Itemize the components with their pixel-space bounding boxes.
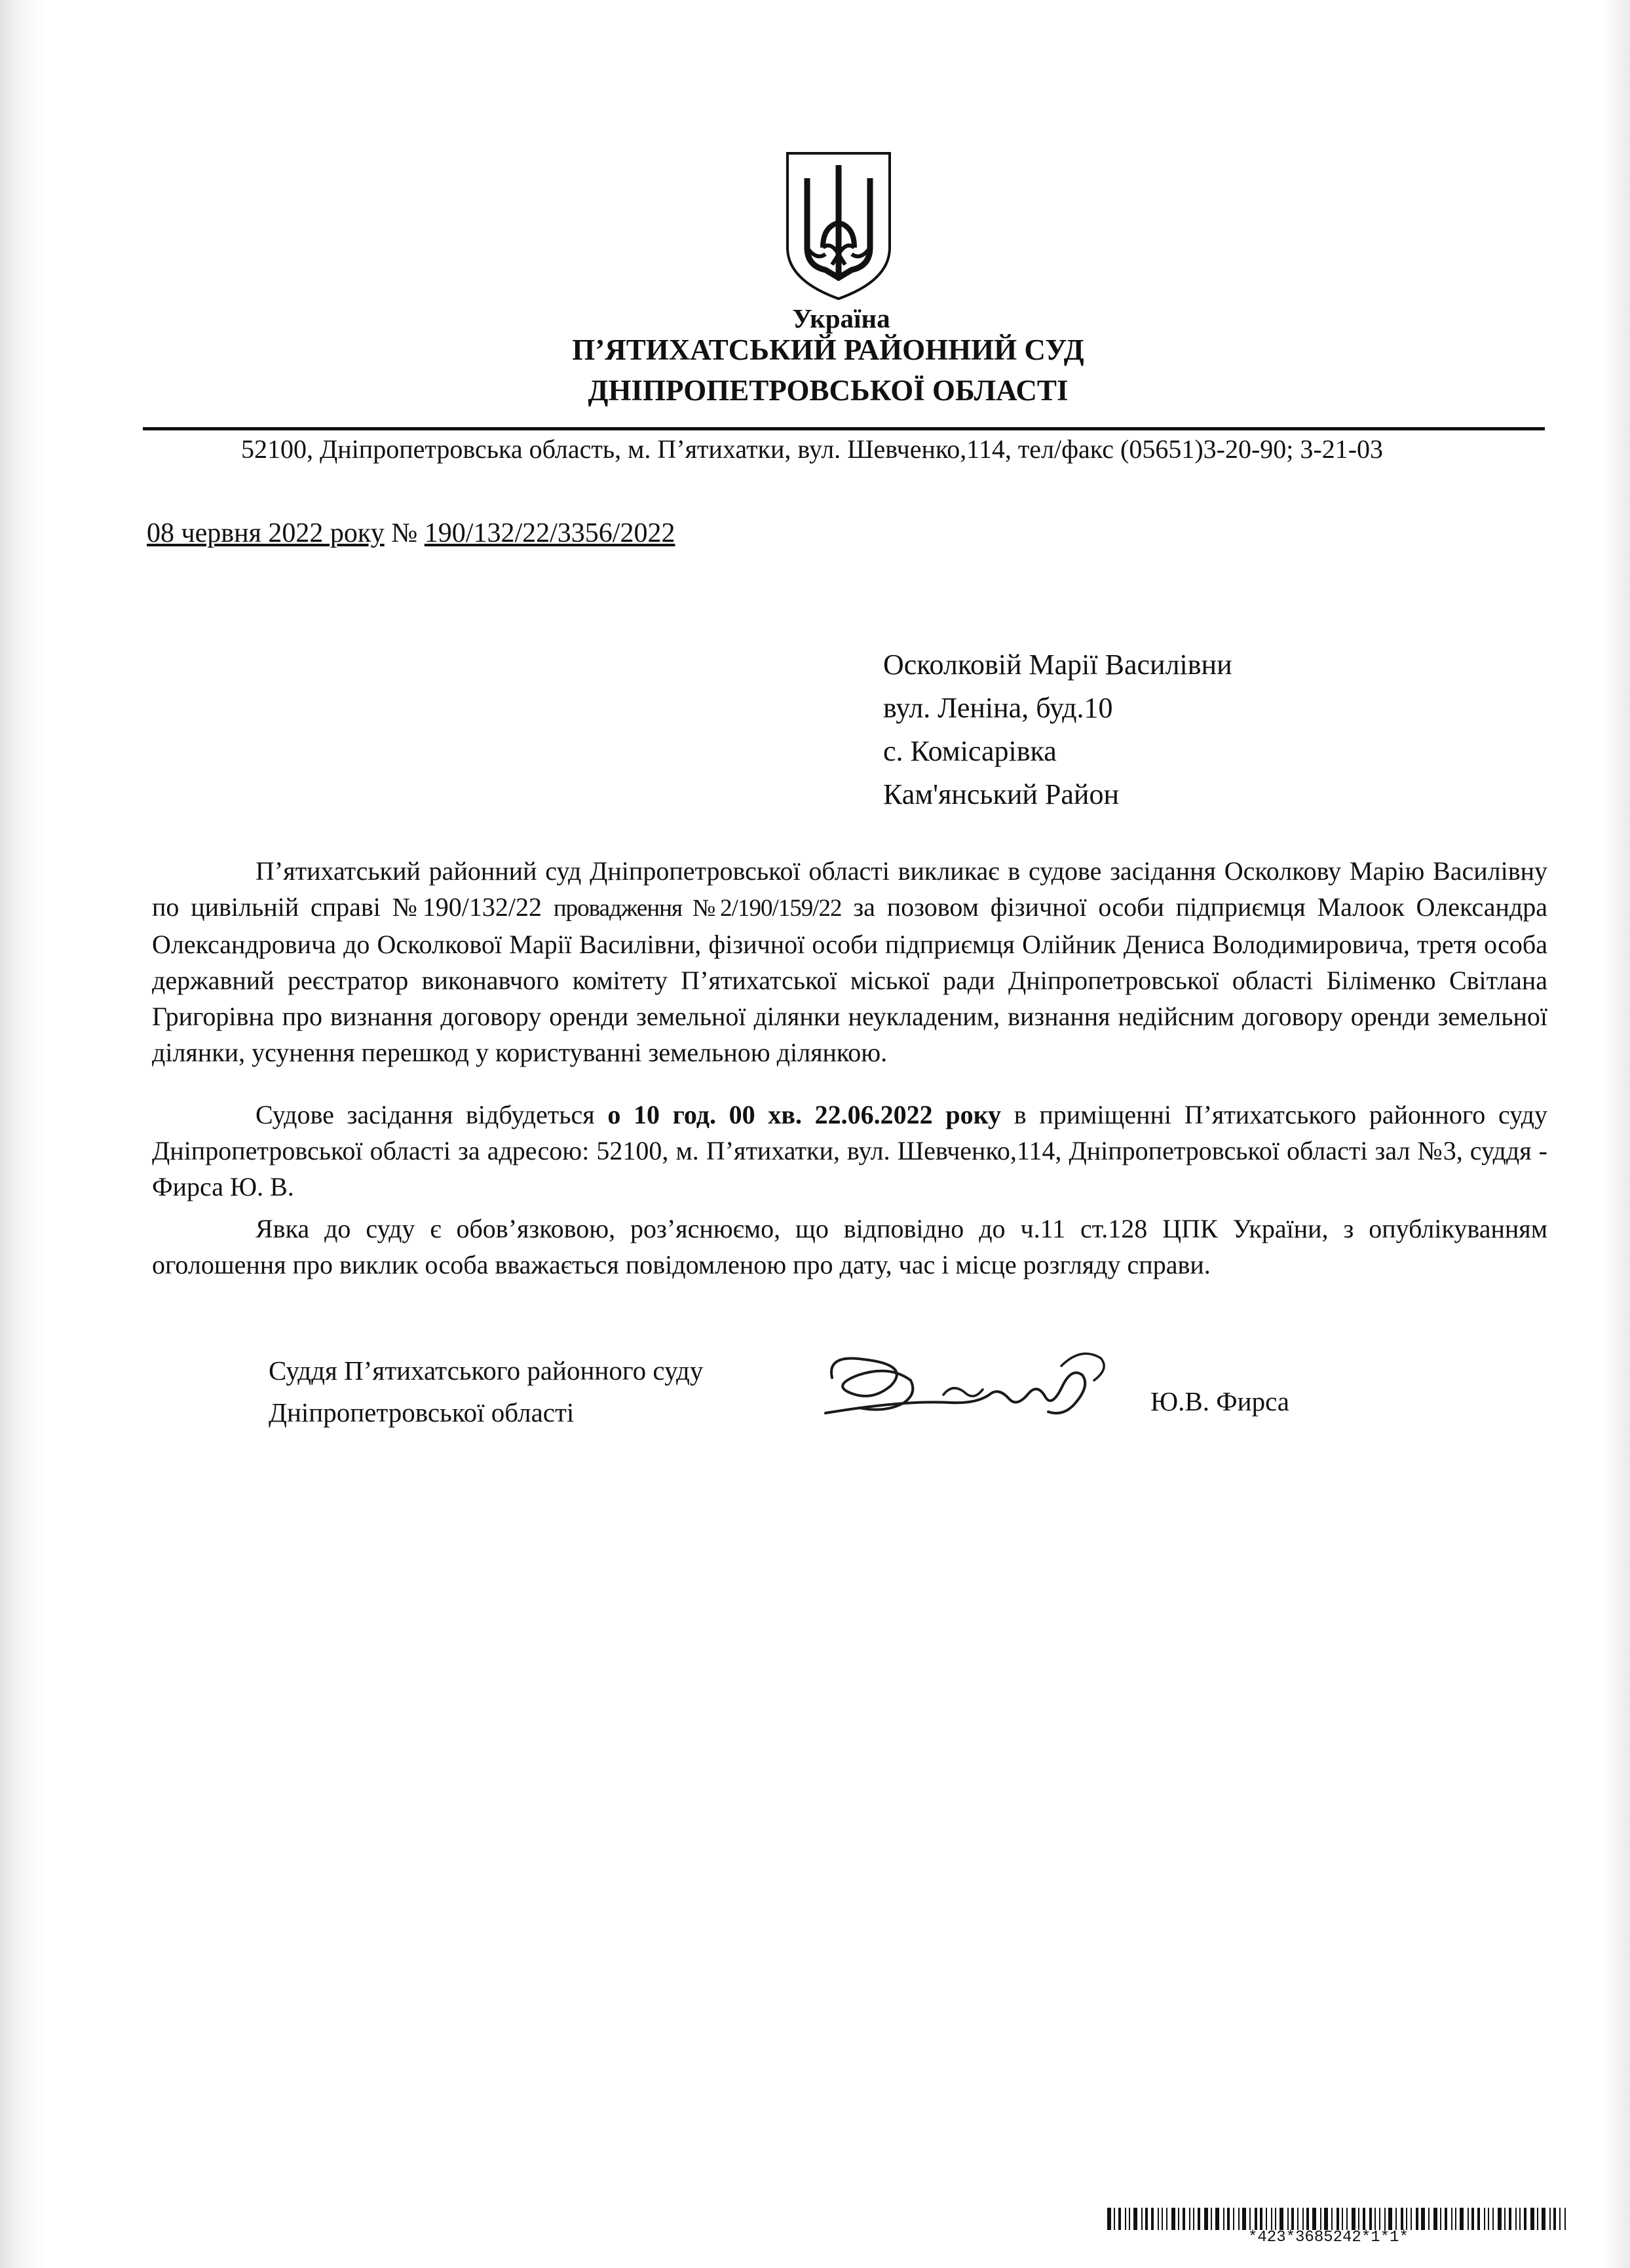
recipient-district: Кам'янський Район bbox=[883, 778, 1120, 810]
hearing-paragraph bbox=[152, 1097, 1547, 1205]
handwritten-signature bbox=[812, 1340, 1114, 1438]
proceeding-number: провадження №2/190/159/22 bbox=[553, 895, 842, 922]
summons-paragraph bbox=[152, 853, 1547, 1070]
document-number: 190/132/22/3356/2022 bbox=[424, 518, 675, 548]
recipient-name: Осколковій Марії Василівни bbox=[883, 649, 1232, 681]
recipient-street: вул. Леніна, буд.10 bbox=[883, 692, 1113, 724]
country-heading: Україна bbox=[792, 303, 890, 333]
attendance-paragraph: Явка до суду є обов’язковою, роз’яснюємо, що відповідно до ч.11 ст.128 ЦПК України, з опублікуванням оголошення про виклик особа вважається повідомленою про дату, час і місце розгляду справи. bbox=[152, 1214, 1547, 1279]
number-sign: № bbox=[391, 518, 418, 548]
coat-of-arms-icon bbox=[784, 149, 894, 303]
court-name-line1: П’ЯТИХАТСЬКИЙ РАЙОННИЙ СУД bbox=[572, 333, 1084, 366]
court-address: 52100, Дніпропетровська область, м. П’ятихатки, вул. Шевченко,114, тел/факс (05651)3-20-90; 3-21-03 bbox=[241, 434, 1384, 464]
judge-title-line1: Суддя П’ятихатського районного суду bbox=[269, 1355, 704, 1386]
judge-title bbox=[269, 1350, 703, 1433]
recipient-village: с. Комісарівка bbox=[883, 735, 1057, 767]
summons-text-b: за позовом фізичної особи підприємця Малоок Олександра Олександровича до Осколкової Марії Василівни, фізичної особи підприємця Олійник Дениса Володимировича, третя особа державний реєстратор виконавчого комітету П’ятихатської міської ради Дніпропетровської області Біліменко Світлана Григорівна про визнання договору оренди земельної ділянки неукладеним, визнання недійсним договору оренди земельної ділянки, усунення перешкод у користуванні земельною ділянкою. bbox=[152, 892, 1548, 1067]
hearing-text-b: в приміщенні П’ятихатського районного суду Дніпропетровської області за адресою: 52100, м. П’ятихатки, вул. Шевченко,114, Дніпропетровської області зал №3, суддя - Фирса Ю. В. bbox=[152, 1100, 1547, 1201]
barcode-icon bbox=[1107, 2208, 1566, 2230]
document-reference bbox=[147, 518, 675, 549]
court-name-line2: ДНІПРОПЕТРОВСЬКОЇ ОБЛАСТІ bbox=[588, 374, 1069, 407]
summons-text-a: П’ятихатський районний суд Дніпропетровської області викликає в судове засідання Осколкову Марію Василівну по цивільній справі №190/132/22 bbox=[152, 856, 1547, 922]
document-date: 08 червня 2022 року bbox=[147, 518, 385, 548]
recipient-block bbox=[883, 643, 1232, 816]
hearing-text-a: Судове засідання відбудеться bbox=[256, 1100, 608, 1129]
hearing-datetime: о 10 год. 00 хв. 22.06.2022 року bbox=[607, 1100, 1002, 1129]
barcode-text: *423*3685242*1*1* bbox=[1248, 2229, 1409, 2246]
header-divider bbox=[143, 427, 1545, 430]
judge-name: Ю.В. Фирса bbox=[1150, 1386, 1289, 1416]
judge-title-line2: Дніпропетровської області bbox=[269, 1397, 575, 1427]
